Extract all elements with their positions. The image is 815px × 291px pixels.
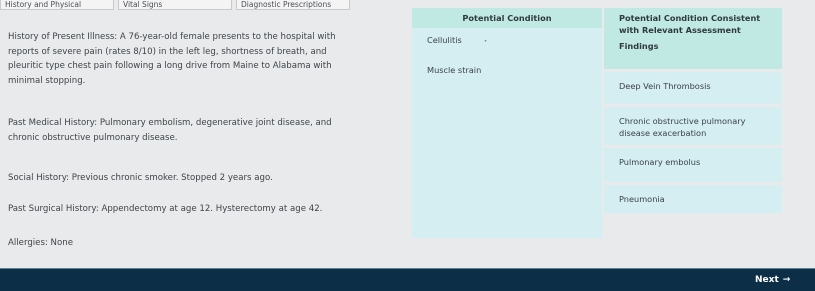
allergies: Allergies: None [8, 238, 73, 248]
condition-label: Muscle strain [427, 65, 482, 75]
present-illness-line: pleuritic type chest pain following a long drive from Maine to Alabama with [8, 61, 332, 71]
condition-slot-empty[interactable] [412, 88, 602, 118]
present-illness-line: reports of severe pain (rates 8/10) in the left leg, shortness of breath, and [8, 46, 327, 57]
header-line: with Relevant Assessment [619, 25, 741, 35]
present-illness-line: minimal stopping. [8, 75, 86, 86]
finding-pulmonary-embolus[interactable] [604, 148, 782, 182]
next-button[interactable] [755, 271, 803, 289]
tab-vital-signs[interactable]: Vital Signs [118, 0, 232, 10]
history-present-illness [8, 30, 336, 88]
present-illness-line: History of Present Illness: A 76-year-old female presents to the hospital with [8, 32, 336, 42]
tab-diagnostic-prescriptions[interactable]: Diagnostic Prescriptions [236, 0, 350, 10]
condition-option-muscle-strain[interactable] [412, 58, 602, 88]
potential-condition-header: Potential Condition [412, 8, 602, 28]
header-line: Findings [619, 41, 659, 51]
condition-slot-empty[interactable] [412, 118, 602, 148]
tab-history-and-physical[interactable]: History and Physical [0, 0, 114, 10]
finding-label: Pneumonia [619, 194, 665, 204]
condition-slot-empty[interactable] [412, 208, 602, 238]
footer-bar [0, 268, 815, 291]
past-medical-history [8, 116, 332, 145]
condition-slot-empty[interactable] [412, 148, 602, 178]
header-line: Potential Condition Consistent [619, 13, 761, 23]
finding-copd-exacerbation[interactable] [604, 107, 782, 145]
finding-label: Chronic obstructive pulmonary [619, 116, 746, 126]
condition-option-cellulitis[interactable] [412, 28, 602, 58]
drag-dot-icon: • [483, 38, 488, 45]
next-label: Next [755, 275, 779, 285]
finding-deep-vein-thrombosis[interactable] [604, 72, 782, 104]
finding-label: Deep Vein Thrombosis [619, 81, 711, 91]
past-medical-line: chronic obstructive pulmonary disease. [8, 132, 178, 143]
finding-label: Pulmonary embolus [619, 157, 701, 167]
condition-slot-empty[interactable] [412, 178, 602, 208]
social-history: Social History: Previous chronic smoker. Stopped 2 years ago. [8, 173, 273, 183]
finding-label: disease exacerbation [619, 128, 707, 138]
arrow-right-icon: → [782, 275, 791, 285]
tab-bar [0, 0, 420, 10]
finding-pneumonia[interactable] [604, 185, 782, 213]
condition-label: Cellulitis [427, 35, 462, 45]
potential-condition-column [412, 8, 602, 258]
past-surgical-history: Past Surgical History: Appendectomy at age 12. Hysterectomy at age 42. [8, 204, 323, 214]
consistent-findings-column [604, 8, 782, 213]
consistent-findings-header [604, 8, 782, 69]
past-medical-line: Past Medical History: Pulmonary embolism, degenerative joint disease, and [8, 118, 332, 128]
